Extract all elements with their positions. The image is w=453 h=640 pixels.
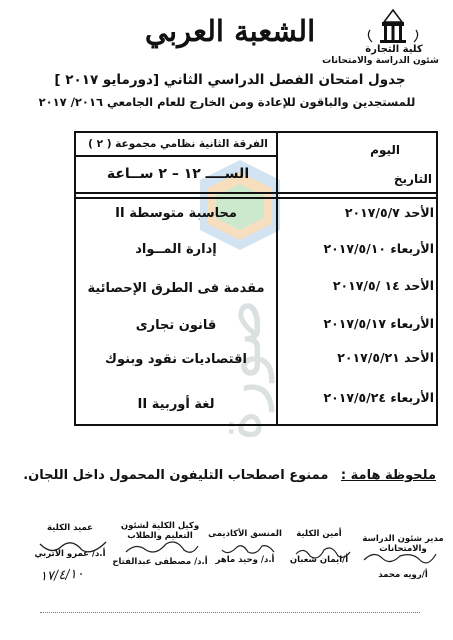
note-label: ملحوظة هامة :: [340, 468, 436, 483]
signature-name: أ.د/ وحيد ماهر: [215, 555, 275, 565]
note-text: ممنوع اصطحاب التليفون المحمول داخل اللجان.: [23, 468, 329, 483]
exam-date: الأحد ٢٠١٧/٥/٢١: [337, 350, 434, 365]
handwritten-date: ١٧/٤/١٠: [39, 566, 85, 585]
schedule-title: جدول امتحان الفصل الدراسي الثاني [دورمايو ٢٠١٧ ]: [54, 72, 406, 88]
signature-name: أ.د/ مصطفى عبدالفتاح: [112, 557, 208, 567]
date-header: التاريخ: [393, 172, 432, 186]
handwritten-signature-icon: [218, 542, 278, 558]
exam-subject: إدارة المــواد: [135, 242, 217, 257]
exam-date: الأحد ٢٠١٧/٥/٧: [344, 205, 434, 220]
schedule-subtitle: للمستجدين والباقون للإعادة ومن الخارج للعام الجامعي ٢٠١٦/ ٢٠١٧: [38, 95, 416, 109]
department-name: شئون الدراسة والامتحانات: [322, 56, 439, 66]
handwritten-signature-icon: [122, 538, 202, 558]
handwritten-signature-icon: [292, 544, 352, 562]
svg-text:صورة: صورة: [205, 298, 275, 442]
signature-role: مدير شئون الدراسة والامتحانات: [362, 534, 444, 554]
table-header-divider: [74, 155, 278, 157]
signature-name: أ.د/ عمرو الاتربي: [34, 549, 106, 559]
faculty-name: كلية التجارة: [365, 44, 423, 55]
exam-subject: محاسبة متوسطة II: [115, 206, 237, 221]
exam-subject: قانون تجارى: [135, 318, 217, 333]
signature-role: عميد الكلية: [47, 523, 93, 533]
group-header: الفرقة الثانية نظامي مجموعة ( ٢ ): [88, 138, 268, 150]
signature-role: وكيل الكلية لشئون التعليم والطلاب: [120, 521, 200, 541]
exam-subject: اقتصاديات نقود وبنوك: [105, 352, 247, 367]
exam-date: الأربعاء ٢٠١٧/٥/٢٤: [323, 390, 434, 405]
time-header: الســــ ١٢ – ٢ ســاعة: [106, 166, 250, 182]
signature-name: أ/ايمان شعبان: [289, 555, 349, 565]
signature-role: أمين الكلية: [296, 529, 342, 539]
important-note: [20, 468, 436, 483]
exam-subject: مقدمة فى الطرق الإحصائية: [87, 281, 265, 296]
handwritten-signature-icon: [360, 548, 440, 566]
day-header: اليوم: [370, 143, 400, 157]
exam-date: الأربعاء ٢٠١٧/٥/١٧: [323, 316, 434, 331]
table-header-bottom-double: [74, 197, 438, 199]
division-title: الشعبة العربي: [144, 14, 316, 48]
signature-role: المنسق الأكاديمى: [208, 529, 282, 539]
bottom-divider: [40, 612, 420, 613]
exam-date: الأحد ١٤ /٢٠١٧/٥: [332, 278, 434, 293]
handwritten-signature-icon: [36, 538, 110, 558]
exam-subject: لغة أوربية II: [137, 397, 215, 412]
table-header-bottom: [74, 192, 438, 194]
exam-date: الأربعاء ٢٠١٧/٥/١٠: [323, 241, 434, 256]
signature-name: أ/رويه محمد: [378, 570, 428, 580]
